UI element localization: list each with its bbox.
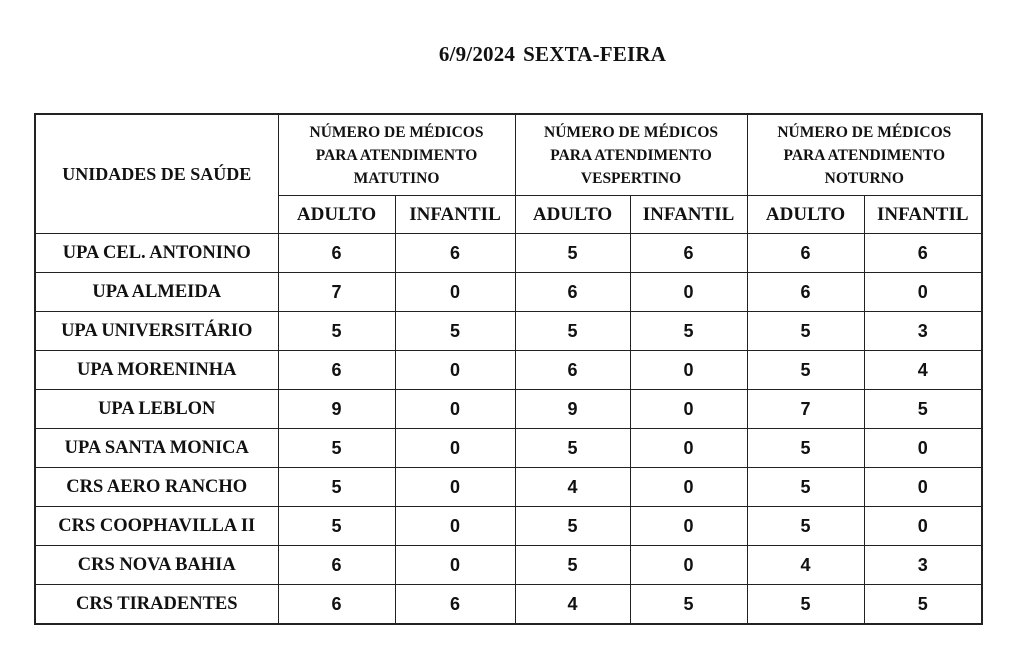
unit-name-cell: UPA MORENINHA	[35, 351, 278, 390]
value-cell: 0	[630, 390, 747, 429]
unit-name-cell: CRS TIRADENTES	[35, 585, 278, 625]
value-cell: 0	[630, 429, 747, 468]
shift-header-line: PARA ATENDIMENTO	[315, 146, 478, 164]
value-cell: 6	[747, 234, 864, 273]
value-cell: 6	[864, 234, 982, 273]
value-cell: 0	[630, 273, 747, 312]
value-cell: 7	[278, 273, 395, 312]
value-cell: 0	[630, 468, 747, 507]
doctors-schedule-table	[34, 113, 983, 625]
value-cell: 5	[630, 312, 747, 351]
shift-header-line: NÚMERO DE MÉDICOS	[777, 123, 952, 141]
unit-name-cell: UPA LEBLON	[35, 390, 278, 429]
shift-header-morning	[278, 114, 515, 196]
value-cell: 6	[395, 585, 515, 625]
value-cell: 6	[278, 546, 395, 585]
value-cell: 9	[515, 390, 630, 429]
table-row	[35, 546, 982, 585]
value-cell: 0	[630, 351, 747, 390]
value-cell: 6	[278, 351, 395, 390]
table-row	[35, 390, 982, 429]
value-cell: 5	[515, 507, 630, 546]
value-cell: 0	[630, 546, 747, 585]
value-cell: 3	[864, 312, 982, 351]
subheader-adult: ADULTO	[747, 196, 864, 234]
title-date: 6/9/2024	[438, 42, 516, 66]
value-cell: 0	[395, 390, 515, 429]
unit-name-cell: CRS AERO RANCHO	[35, 468, 278, 507]
table-row	[35, 585, 982, 625]
value-cell: 6	[630, 234, 747, 273]
value-cell: 6	[278, 234, 395, 273]
value-cell: 6	[278, 585, 395, 625]
value-cell: 9	[278, 390, 395, 429]
unit-name-cell: CRS COOPHAVILLA II	[35, 507, 278, 546]
value-cell: 5	[747, 351, 864, 390]
table-row	[35, 273, 982, 312]
value-cell: 0	[395, 351, 515, 390]
value-cell: 5	[864, 585, 982, 625]
unit-name-cell: UPA CEL. ANTONINO	[35, 234, 278, 273]
value-cell: 5	[747, 585, 864, 625]
value-cell: 0	[864, 429, 982, 468]
shift-header-line: VESPERTINO	[580, 169, 682, 187]
value-cell: 4	[747, 546, 864, 585]
value-cell: 5	[747, 468, 864, 507]
table-row	[35, 507, 982, 546]
value-cell: 5	[278, 507, 395, 546]
value-cell: 5	[864, 390, 982, 429]
value-cell: 5	[515, 546, 630, 585]
value-cell: 6	[747, 273, 864, 312]
subheader-child: INFANTIL	[630, 196, 747, 234]
value-cell: 6	[395, 234, 515, 273]
value-cell: 5	[395, 312, 515, 351]
value-cell: 0	[864, 507, 982, 546]
shift-header-line: NÚMERO DE MÉDICOS	[309, 123, 484, 141]
value-cell: 6	[515, 351, 630, 390]
table-row	[35, 351, 982, 390]
subheader-child: INFANTIL	[864, 196, 982, 234]
subheader-child: INFANTIL	[395, 196, 515, 234]
shift-header-night	[747, 114, 982, 196]
value-cell: 0	[395, 429, 515, 468]
table-row	[35, 312, 982, 351]
shift-header-afternoon	[515, 114, 747, 196]
page-title	[0, 42, 1013, 67]
value-cell: 0	[395, 468, 515, 507]
value-cell: 3	[864, 546, 982, 585]
value-cell: 0	[630, 507, 747, 546]
value-cell: 6	[515, 273, 630, 312]
unit-column-header: UNIDADES DE SAÚDE	[35, 114, 278, 234]
subheader-adult: ADULTO	[515, 196, 630, 234]
value-cell: 0	[395, 273, 515, 312]
value-cell: 5	[278, 312, 395, 351]
unit-name-cell: CRS NOVA BAHIA	[35, 546, 278, 585]
unit-name-cell: UPA UNIVERSITÁRIO	[35, 312, 278, 351]
shift-header-line: NÚMERO DE MÉDICOS	[544, 123, 718, 141]
table-row	[35, 468, 982, 507]
table-body	[35, 234, 982, 625]
value-cell: 4	[515, 468, 630, 507]
value-cell: 5	[515, 312, 630, 351]
value-cell: 5	[747, 312, 864, 351]
shift-header-line: PARA ATENDIMENTO	[550, 146, 712, 164]
shift-header-line: PARA ATENDIMENTO	[783, 146, 946, 164]
table-row	[35, 234, 982, 273]
shift-header-line: MATUTINO	[353, 169, 440, 187]
value-cell: 0	[864, 273, 982, 312]
shift-header-line: NOTURNO	[824, 169, 904, 187]
value-cell: 5	[630, 585, 747, 625]
value-cell: 0	[864, 468, 982, 507]
value-cell: 0	[395, 507, 515, 546]
value-cell: 5	[278, 429, 395, 468]
value-cell: 5	[747, 429, 864, 468]
subheader-adult: ADULTO	[278, 196, 395, 234]
value-cell: 5	[747, 507, 864, 546]
value-cell: 7	[747, 390, 864, 429]
value-cell: 5	[278, 468, 395, 507]
value-cell: 4	[864, 351, 982, 390]
value-cell: 5	[515, 234, 630, 273]
unit-name-cell: UPA SANTA MONICA	[35, 429, 278, 468]
value-cell: 5	[515, 429, 630, 468]
table-row	[35, 429, 982, 468]
value-cell: 0	[395, 546, 515, 585]
value-cell: 4	[515, 585, 630, 625]
title-weekday: SEXTA-FEIRA	[523, 42, 667, 66]
unit-name-cell: UPA ALMEIDA	[35, 273, 278, 312]
header-row-shifts	[35, 114, 982, 196]
